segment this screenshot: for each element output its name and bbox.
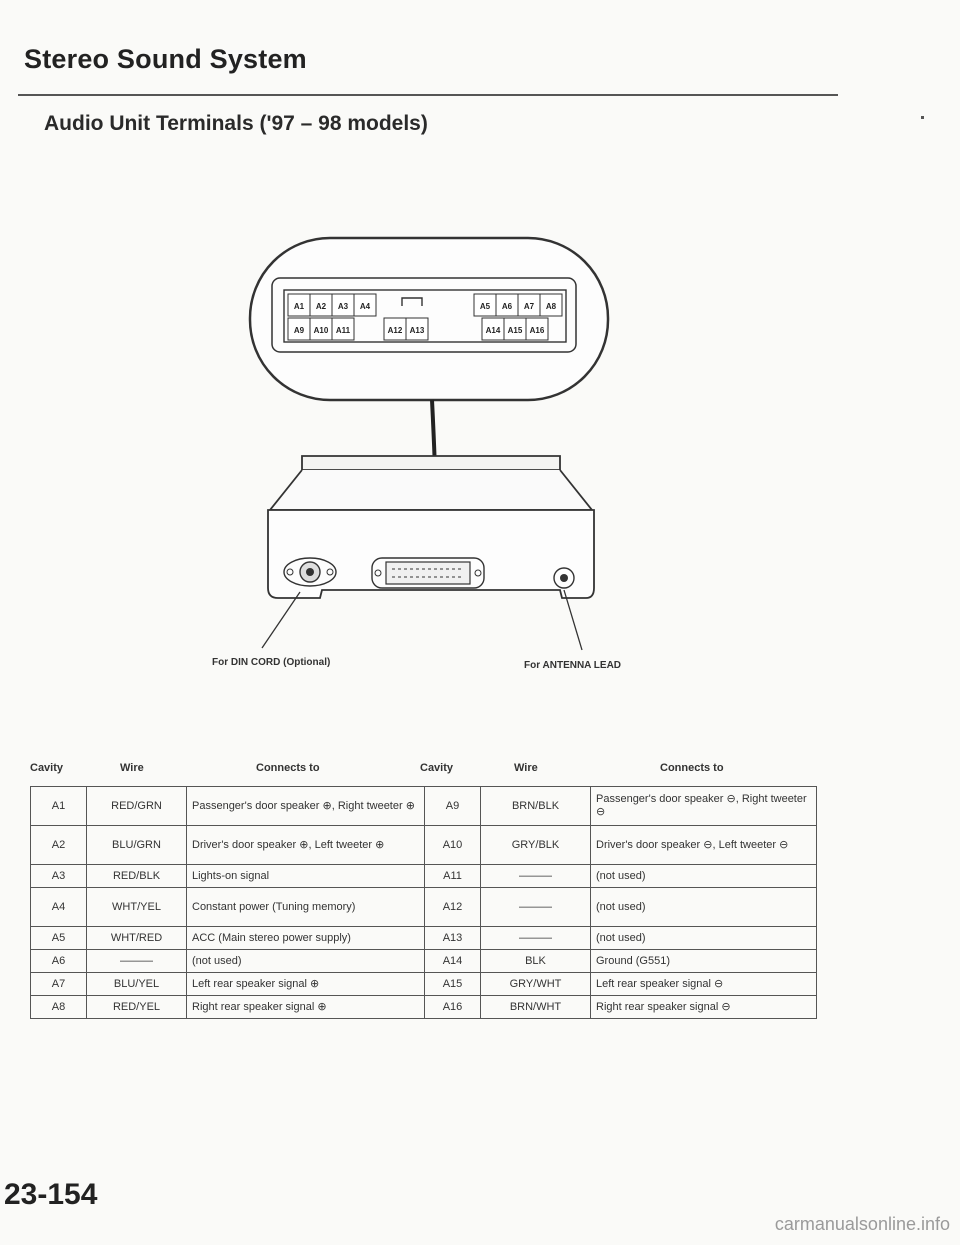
- connects-to-cell: Left rear speaker signal ⊕: [187, 973, 425, 996]
- wire-cell: BLU/YEL: [87, 973, 187, 996]
- table-row: [31, 973, 425, 996]
- table-row: [31, 865, 425, 888]
- wire-cell: BLK: [481, 950, 591, 973]
- connects-to-cell: Right rear speaker signal ⊕: [187, 996, 425, 1019]
- connector-pin-label: A12: [387, 326, 403, 335]
- right-terminal-table: [424, 786, 817, 1019]
- din-leader-line: [262, 592, 300, 648]
- wire-cell: WHT/YEL: [87, 888, 187, 927]
- antenna-leader-line: [564, 590, 582, 650]
- wire-cell: GRY/WHT: [481, 973, 591, 996]
- unit-back-panel: [268, 510, 594, 598]
- left-terminal-table: [30, 786, 425, 1019]
- connects-to-cell: Lights-on signal: [187, 865, 425, 888]
- wire-cell: GRY/BLK: [481, 826, 591, 865]
- page-number: 23-154: [4, 1178, 98, 1211]
- connects-to-cell: (not used): [591, 888, 817, 927]
- cavity-cell: A4: [31, 888, 87, 927]
- table-row: [425, 865, 817, 888]
- cavity-cell: A3: [31, 865, 87, 888]
- table-row: [425, 996, 817, 1019]
- table-row: [425, 973, 817, 996]
- table-row: [31, 996, 425, 1019]
- table-row: [425, 927, 817, 950]
- cavity-cell: A1: [31, 787, 87, 826]
- wire-cell: ———: [481, 865, 591, 888]
- page-title: Stereo Sound System: [24, 44, 307, 74]
- wire-cell: ———: [481, 927, 591, 950]
- table-row: [425, 826, 817, 865]
- connects-to-cell: (not used): [591, 927, 817, 950]
- connector-pin-label: A14: [485, 326, 501, 335]
- wire-cell: RED/BLK: [87, 865, 187, 888]
- cavity-cell: A8: [31, 996, 87, 1019]
- cavity-cell: A5: [31, 927, 87, 950]
- connector-pin-label: A11: [335, 326, 351, 335]
- wire-cell: BRN/WHT: [481, 996, 591, 1019]
- cavity-cell: A9: [425, 787, 481, 826]
- connects-to-cell: Right rear speaker signal ⊖: [591, 996, 817, 1019]
- left-header-wire: Wire: [120, 762, 144, 774]
- left-header-connects: Connects to: [256, 762, 320, 774]
- connector-pin-label: A4: [359, 302, 371, 311]
- connector-pin-label: A9: [293, 326, 305, 335]
- din-cord-caption: For DIN CORD (Optional): [212, 657, 331, 668]
- connects-to-cell: Driver's door speaker ⊖, Left tweeter ⊖: [591, 826, 817, 865]
- connector-pin-label: A10: [313, 326, 329, 335]
- antenna-caption: For ANTENNA LEAD: [524, 660, 622, 671]
- connector-pin-label: A5: [479, 302, 491, 311]
- cavity-cell: A13: [425, 927, 481, 950]
- connector-pin-label: A6: [501, 302, 513, 311]
- cavity-cell: A14: [425, 950, 481, 973]
- cavity-cell: A6: [31, 950, 87, 973]
- connector-pin-label: A1: [293, 302, 305, 311]
- connects-to-cell: Ground (G551): [591, 950, 817, 973]
- cavity-cell: A12: [425, 888, 481, 927]
- connector-pin-label: A7: [523, 302, 535, 311]
- table-row: [31, 950, 425, 973]
- section-subtitle: Audio Unit Terminals ('97 – 98 models): [44, 112, 428, 135]
- connects-to-cell: Passenger's door speaker ⊕, Right tweeter ⊕: [187, 787, 425, 826]
- wire-cell: ———: [481, 888, 591, 927]
- watermark: carmanualsonline.info: [774, 1214, 950, 1234]
- table-row: [425, 888, 817, 927]
- wire-cell: BLU/GRN: [87, 826, 187, 865]
- table-row: [425, 787, 817, 826]
- connects-to-cell: (not used): [187, 950, 425, 973]
- connects-to-cell: Constant power (Tuning memory): [187, 888, 425, 927]
- connector-pin-label: A15: [507, 326, 523, 335]
- connector-pin-label: A8: [545, 302, 557, 311]
- wire-cell: RED/GRN: [87, 787, 187, 826]
- connector-pin-label: A2: [315, 302, 327, 311]
- wire-cell: RED/YEL: [87, 996, 187, 1019]
- table-row: [425, 950, 817, 973]
- cavity-cell: A15: [425, 973, 481, 996]
- wire-cell: ———: [87, 950, 187, 973]
- connector-pin-label: A16: [529, 326, 545, 335]
- unit-top: [302, 456, 560, 470]
- connects-to-cell: ACC (Main stereo power supply): [187, 927, 425, 950]
- connects-to-cell: Driver's door speaker ⊕, Left tweeter ⊕: [187, 826, 425, 865]
- right-header-wire: Wire: [514, 762, 538, 774]
- main-socket-icon: [372, 558, 484, 588]
- connector-pin-label: A13: [409, 326, 425, 335]
- connects-to-cell: Passenger's door speaker ⊖, Right tweeter ⊖: [591, 787, 817, 826]
- wire-cell: BRN/BLK: [481, 787, 591, 826]
- right-header-cavity: Cavity: [420, 762, 454, 774]
- connector-pin-label: A3: [337, 302, 349, 311]
- cavity-cell: A16: [425, 996, 481, 1019]
- cavity-cell: A10: [425, 826, 481, 865]
- cavity-cell: A11: [425, 865, 481, 888]
- table-row: [31, 826, 425, 865]
- right-header-connects: Connects to: [660, 762, 724, 774]
- connects-to-cell: Left rear speaker signal ⊖: [591, 973, 817, 996]
- left-header-cavity: Cavity: [30, 762, 64, 774]
- connects-to-cell: (not used): [591, 865, 817, 888]
- cavity-cell: A2: [31, 826, 87, 865]
- table-row: [31, 927, 425, 950]
- cavity-cell: A7: [31, 973, 87, 996]
- table-row: [31, 787, 425, 826]
- wire-cell: WHT/RED: [87, 927, 187, 950]
- table-row: [31, 888, 425, 927]
